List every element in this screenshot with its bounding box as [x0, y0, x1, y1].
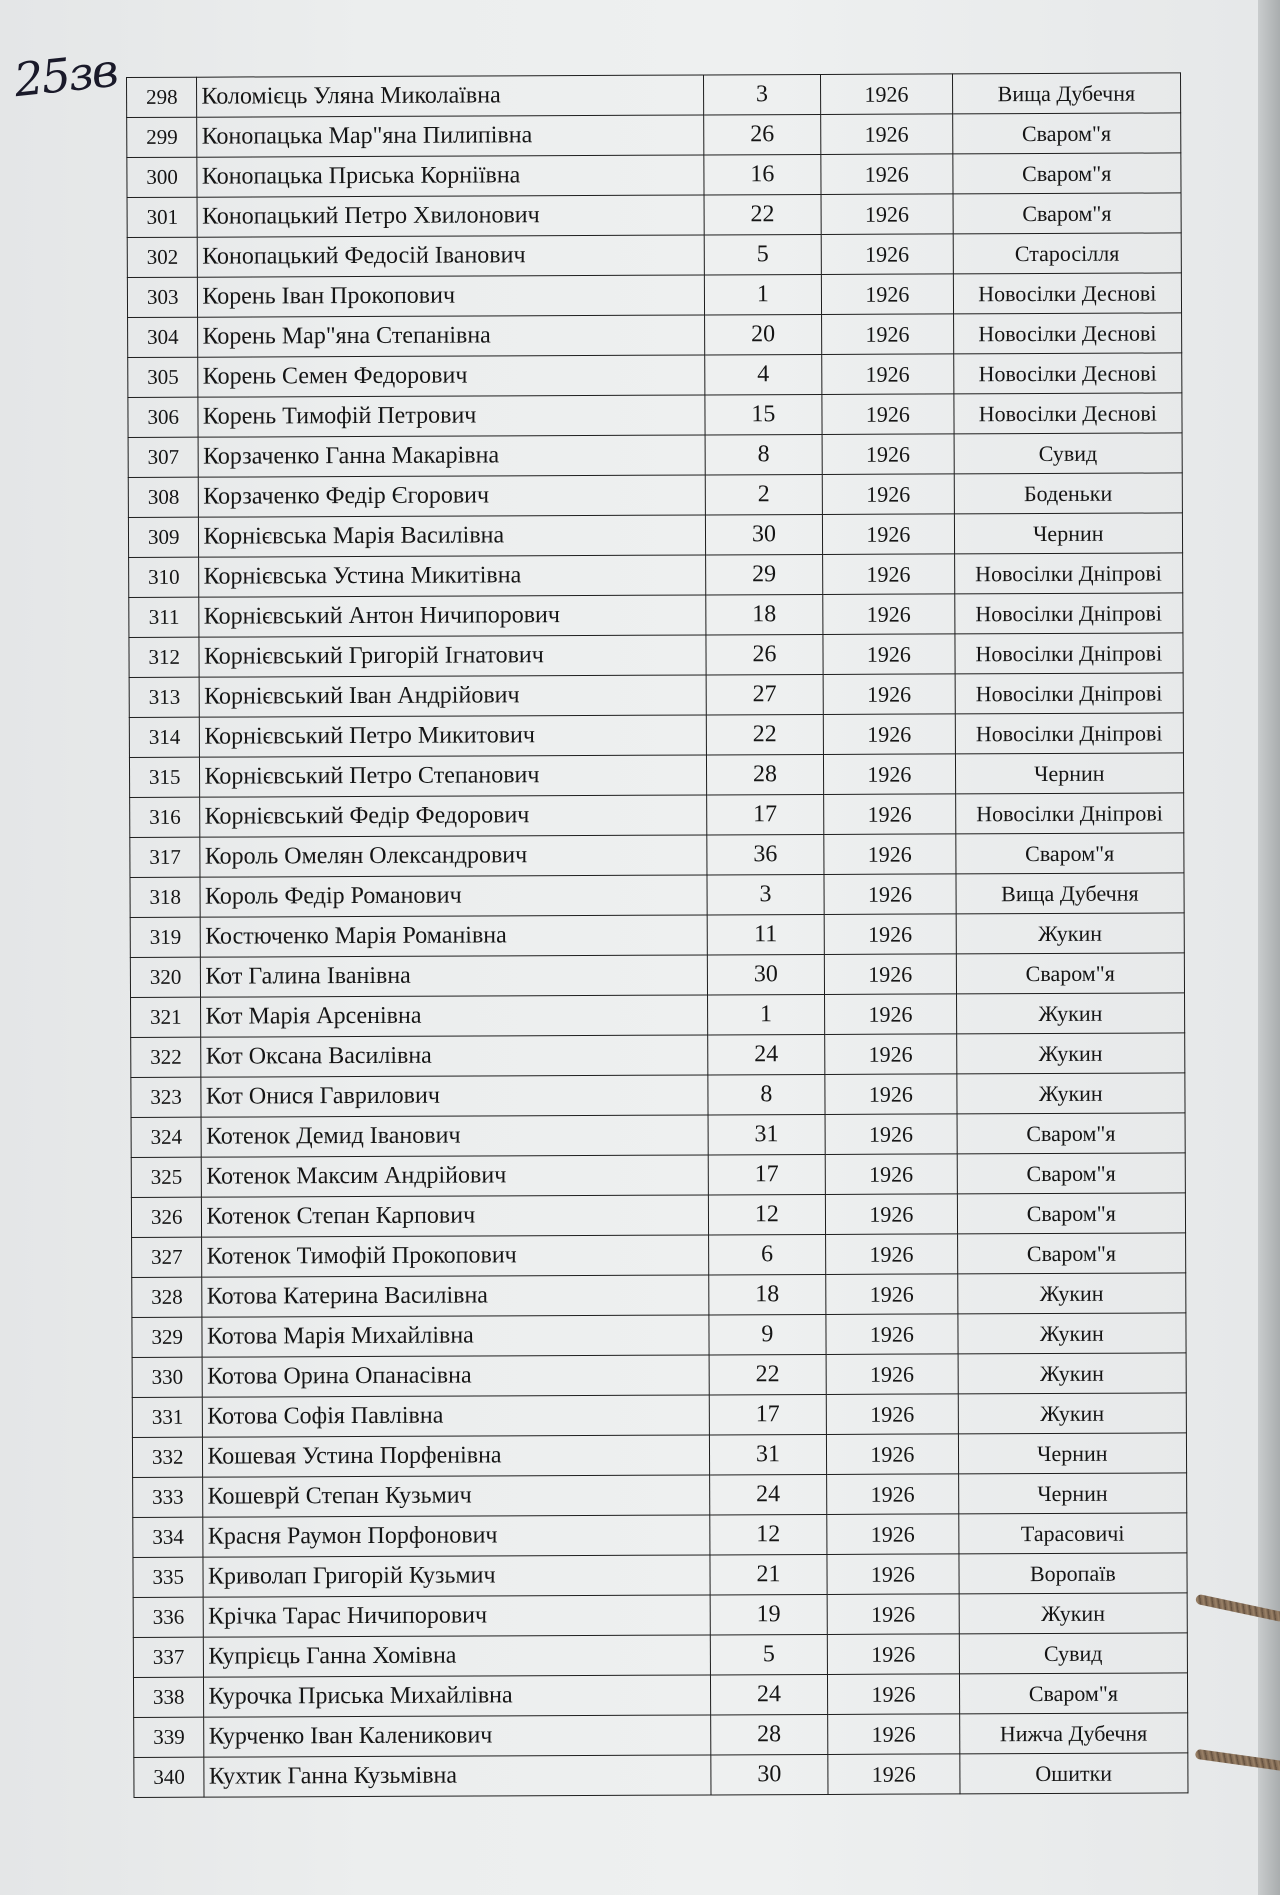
person-name-cell: Корень Семен Федорович	[198, 355, 704, 397]
table-row	[130, 833, 1184, 878]
row-number-cell: 331	[132, 1397, 203, 1437]
table-row	[132, 1233, 1186, 1278]
village-cell: Новосілки Деснові	[953, 273, 1182, 314]
village-cell: Сваром"я	[957, 1233, 1186, 1274]
village-cell: Сувид	[959, 1633, 1188, 1674]
village-cell: Нижча Дубечня	[959, 1713, 1188, 1754]
person-name-cell: Котова Катерина Василівна	[202, 1275, 708, 1317]
table-row	[132, 1353, 1186, 1398]
year-cell: 1926	[821, 274, 953, 315]
village-cell: Чернин	[958, 1473, 1187, 1514]
row-number-cell: 302	[127, 237, 198, 277]
row-number-cell: 316	[130, 797, 201, 837]
village-cell: Сваром"я	[953, 193, 1182, 234]
year-cell: 1926	[824, 834, 956, 875]
row-number-cell: 333	[133, 1477, 204, 1517]
count-cell: 1	[704, 274, 822, 315]
person-name-cell: Котова Орина Опанасівна	[203, 1355, 709, 1397]
village-cell: Новосілки Дніпрові	[955, 713, 1184, 754]
village-cell: Сувид	[954, 433, 1183, 474]
year-cell: 1926	[825, 1034, 957, 1075]
count-cell: 2	[705, 474, 823, 515]
person-name-cell: Котова Марія Михайлівна	[202, 1315, 708, 1357]
village-cell: Жукин	[957, 1273, 1186, 1314]
year-cell: 1926	[827, 1474, 959, 1515]
table-row	[132, 1433, 1186, 1478]
table-row	[129, 633, 1183, 678]
row-number-cell: 324	[131, 1117, 202, 1157]
row-number-cell: 339	[134, 1717, 205, 1757]
row-number-cell: 320	[130, 957, 201, 997]
person-name-cell: Корнієвська Марія Василівна	[199, 515, 705, 557]
count-cell: 9	[709, 1314, 827, 1355]
year-cell: 1926	[827, 1434, 959, 1475]
person-name-cell: Корнієвський Петро Микитович	[200, 715, 706, 757]
village-cell: Сваром"я	[952, 153, 1181, 194]
row-number-cell: 321	[131, 997, 202, 1037]
row-number-cell: 332	[132, 1437, 203, 1477]
count-cell: 4	[704, 354, 822, 395]
person-name-cell: Кошевая Устина Порфенівна	[203, 1435, 709, 1477]
year-cell: 1926	[823, 514, 955, 555]
village-cell: Сваром"я	[957, 1153, 1186, 1194]
table-row	[134, 1753, 1188, 1798]
count-cell: 27	[706, 674, 824, 715]
village-cell: Жукин	[958, 1393, 1187, 1434]
village-cell: Сваром"я	[957, 1193, 1186, 1234]
year-cell: 1926	[826, 1274, 958, 1315]
table-row	[128, 513, 1182, 558]
count-cell: 20	[704, 314, 822, 355]
row-number-cell: 309	[128, 517, 199, 557]
count-cell: 8	[708, 1074, 826, 1115]
table-row	[129, 753, 1183, 798]
village-cell: Жукин	[957, 1313, 1186, 1354]
year-cell: 1926	[828, 1754, 960, 1795]
count-cell: 12	[709, 1514, 827, 1555]
year-cell: 1926	[823, 674, 955, 715]
row-number-cell: 312	[129, 637, 200, 677]
year-cell: 1926	[821, 194, 953, 235]
year-cell: 1926	[828, 1714, 960, 1755]
person-name-cell: Корзаченко Ганна Макарівна	[198, 435, 704, 477]
row-number-cell: 328	[132, 1277, 203, 1317]
year-cell: 1926	[823, 594, 955, 635]
count-cell: 26	[703, 114, 821, 155]
count-cell: 17	[708, 1154, 826, 1195]
year-cell: 1926	[825, 1194, 957, 1235]
table-row	[129, 553, 1183, 598]
table-row	[128, 433, 1182, 478]
village-cell: Новосілки Деснові	[953, 393, 1182, 434]
village-cell: Новосілки Дніпрові	[954, 553, 1183, 594]
table-row	[127, 193, 1181, 238]
count-cell: 15	[705, 394, 823, 435]
village-cell: Жукин	[956, 1033, 1185, 1074]
count-cell: 28	[710, 1714, 828, 1755]
count-cell: 29	[705, 554, 823, 595]
row-number-cell: 301	[127, 197, 198, 237]
count-cell: 30	[705, 514, 823, 555]
table-row	[128, 353, 1182, 398]
person-name-cell: Криволап Григорій Кузьмич	[203, 1555, 709, 1597]
village-cell: Жукин	[956, 993, 1185, 1034]
row-number-cell: 308	[128, 477, 199, 517]
row-number-cell: 303	[127, 277, 198, 317]
row-number-cell: 307	[128, 437, 199, 477]
year-cell: 1926	[824, 914, 956, 955]
village-cell: Воропаїв	[959, 1553, 1188, 1594]
year-cell: 1926	[824, 754, 956, 795]
count-cell: 30	[707, 954, 825, 995]
row-number-cell: 317	[130, 837, 201, 877]
year-cell: 1926	[827, 1594, 959, 1635]
row-number-cell: 330	[132, 1357, 203, 1397]
row-number-cell: 298	[127, 77, 198, 117]
count-cell: 19	[710, 1594, 828, 1635]
village-cell: Боденьки	[954, 473, 1183, 514]
row-number-cell: 306	[128, 397, 199, 437]
year-cell: 1926	[822, 394, 954, 435]
count-cell: 24	[709, 1474, 827, 1515]
year-cell: 1926	[824, 954, 956, 995]
count-cell: 22	[706, 714, 824, 755]
row-number-cell: 319	[130, 917, 201, 957]
table-row	[131, 1193, 1185, 1238]
person-name-cell: Кухтик Ганна Кузьмівна	[204, 1755, 710, 1797]
table-row	[132, 1313, 1186, 1358]
count-cell: 5	[710, 1634, 828, 1675]
year-cell: 1926	[827, 1554, 959, 1595]
row-number-cell: 325	[131, 1157, 202, 1197]
table-row	[130, 793, 1184, 838]
table-row	[133, 1673, 1187, 1718]
person-name-cell: Кот Онися Гаврилович	[201, 1075, 707, 1117]
person-name-cell: Корнієвський Федір Федорович	[200, 795, 706, 837]
person-name-cell: Конопацький Федосій Іванович	[198, 235, 704, 277]
village-cell: Чернин	[955, 753, 1184, 794]
count-cell: 30	[711, 1754, 829, 1795]
person-name-cell: Кот Галина Іванівна	[201, 955, 707, 997]
person-name-cell: Котова Софія Павлівна	[203, 1395, 709, 1437]
count-cell: 16	[704, 154, 822, 195]
village-cell: Жукин	[956, 1073, 1185, 1114]
person-name-cell: Корень Тимофій Петрович	[198, 395, 704, 437]
count-cell: 21	[710, 1554, 828, 1595]
person-name-cell: Корнієвський Іван Андрійович	[200, 675, 706, 717]
table-row	[128, 313, 1182, 358]
person-name-cell: Коломієць Уляна Миколаївна	[197, 75, 703, 117]
person-name-cell: Крічка Тарас Ничипорович	[204, 1595, 710, 1637]
village-cell: Новосілки Дніпрові	[954, 593, 1183, 634]
table-row	[129, 593, 1183, 638]
year-cell: 1926	[826, 1234, 958, 1275]
village-cell: Жукин	[956, 913, 1185, 954]
row-number-cell: 340	[134, 1757, 205, 1797]
count-cell: 22	[709, 1354, 827, 1395]
person-name-cell: Котенок Тимофій Прокопович	[202, 1235, 708, 1277]
village-cell: Новосілки Дніпрові	[955, 793, 1184, 834]
row-number-cell: 327	[132, 1237, 203, 1277]
village-cell: Вища Дубечня	[956, 873, 1185, 914]
count-cell: 22	[704, 194, 822, 235]
person-name-cell: Конопацька Мар"яна Пилипівна	[197, 115, 703, 157]
count-cell: 11	[707, 914, 825, 955]
table-row	[131, 1033, 1185, 1078]
count-cell: 18	[705, 594, 823, 635]
count-cell: 17	[706, 794, 824, 835]
year-cell: 1926	[828, 1674, 960, 1715]
row-number-cell: 334	[133, 1517, 204, 1557]
table-row	[130, 953, 1184, 998]
handwritten-page-number: 25зв	[11, 42, 119, 108]
row-number-cell: 338	[133, 1677, 204, 1717]
person-name-cell: Кошеврй Степан Кузьмич	[203, 1475, 709, 1517]
person-name-cell: Купрієць Ганна Хомівна	[204, 1635, 710, 1677]
table-row	[129, 713, 1183, 758]
village-cell: Сваром"я	[957, 1113, 1186, 1154]
year-cell: 1926	[824, 874, 956, 915]
count-cell: 5	[704, 234, 822, 275]
table-row	[131, 993, 1185, 1038]
row-number-cell: 337	[133, 1637, 204, 1677]
table-row	[132, 1393, 1186, 1438]
village-cell: Новосілки Дніпрові	[955, 673, 1184, 714]
village-cell: Новосілки Дніпрові	[955, 633, 1184, 674]
row-number-cell: 315	[129, 757, 200, 797]
table-row	[130, 913, 1184, 958]
table-row	[131, 1073, 1185, 1118]
year-cell: 1926	[826, 1354, 958, 1395]
year-cell: 1926	[822, 314, 954, 355]
village-cell: Старосілля	[953, 233, 1182, 274]
table-row	[127, 273, 1181, 318]
village-cell: Новосілки Деснові	[953, 313, 1182, 354]
person-name-cell: Кот Оксана Василівна	[201, 1035, 707, 1077]
register-table	[126, 72, 1188, 1798]
person-name-cell: Корень Мар"яна Степанівна	[198, 315, 704, 357]
table-row	[133, 1593, 1187, 1638]
row-number-cell: 336	[133, 1597, 204, 1637]
count-cell: 36	[707, 834, 825, 875]
village-cell: Чернин	[958, 1433, 1187, 1474]
person-name-cell: Курочка Приська Михайлівна	[204, 1675, 710, 1717]
table-row	[127, 113, 1181, 158]
person-name-cell: Корень Іван Прокопович	[198, 275, 704, 317]
person-name-cell: Корзаченко Федір Єгорович	[199, 475, 705, 517]
row-number-cell: 335	[133, 1557, 204, 1597]
year-cell: 1926	[823, 554, 955, 595]
person-name-cell: Король Омелян Олександрович	[200, 835, 706, 877]
person-name-cell: Король Федір Романович	[200, 875, 706, 917]
table-row	[133, 1553, 1187, 1598]
row-number-cell: 311	[129, 597, 200, 637]
year-cell: 1926	[821, 74, 953, 115]
year-cell: 1926	[825, 1074, 957, 1115]
year-cell: 1926	[826, 1314, 958, 1355]
village-cell: Жукин	[958, 1353, 1187, 1394]
row-number-cell: 326	[131, 1197, 202, 1237]
person-name-cell: Кот Марія Арсенівна	[201, 995, 707, 1037]
count-cell: 28	[706, 754, 824, 795]
person-name-cell: Котенок Максим Андрійович	[202, 1155, 708, 1197]
person-name-cell: Котенок Демид Іванович	[201, 1115, 707, 1157]
village-cell: Сваром"я	[959, 1673, 1188, 1714]
count-cell: 24	[710, 1674, 828, 1715]
year-cell: 1926	[821, 114, 953, 155]
count-cell: 8	[705, 434, 823, 475]
row-number-cell: 313	[129, 677, 200, 717]
table-row	[131, 1113, 1185, 1158]
table-row	[129, 673, 1183, 718]
count-cell: 31	[709, 1434, 827, 1475]
year-cell: 1926	[821, 154, 953, 195]
year-cell: 1926	[821, 234, 953, 275]
row-number-cell: 322	[131, 1037, 202, 1077]
village-cell: Сваром"я	[952, 113, 1181, 154]
count-cell: 3	[703, 74, 821, 115]
village-cell: Сваром"я	[956, 953, 1185, 994]
year-cell: 1926	[827, 1634, 959, 1675]
table-row	[134, 1713, 1188, 1758]
count-cell: 24	[707, 1034, 825, 1075]
person-name-cell: Красня Раумон Порфонович	[203, 1515, 709, 1557]
count-cell: 31	[708, 1114, 826, 1155]
table-row	[127, 73, 1181, 118]
village-cell: Тарасовичі	[958, 1513, 1187, 1554]
table-row	[127, 153, 1181, 198]
table-row	[133, 1473, 1187, 1518]
village-cell: Ошитки	[959, 1753, 1188, 1794]
table-row	[128, 473, 1182, 518]
year-cell: 1926	[824, 794, 956, 835]
village-cell: Чернин	[954, 513, 1183, 554]
year-cell: 1926	[825, 994, 957, 1035]
village-cell: Вища Дубечня	[952, 73, 1181, 114]
person-name-cell: Корнієвський Антон Ничипорович	[199, 595, 705, 637]
person-name-cell: Корнієвська Устина Микитівна	[199, 555, 705, 597]
count-cell: 6	[708, 1234, 826, 1275]
person-name-cell: Конопацька Приська Корніївна	[197, 155, 703, 197]
table-row	[131, 1153, 1185, 1198]
village-cell: Жукин	[959, 1593, 1188, 1634]
count-cell: 17	[709, 1394, 827, 1435]
count-cell: 1	[707, 994, 825, 1035]
year-cell: 1926	[822, 434, 954, 475]
year-cell: 1926	[825, 1114, 957, 1155]
table-row	[127, 233, 1181, 278]
row-number-cell: 323	[131, 1077, 202, 1117]
row-number-cell: 318	[130, 877, 201, 917]
village-cell: Новосілки Деснові	[953, 353, 1182, 394]
row-number-cell: 304	[128, 317, 199, 357]
count-cell: 18	[708, 1274, 826, 1315]
village-cell: Сваром"я	[955, 833, 1184, 874]
year-cell: 1926	[822, 474, 954, 515]
row-number-cell: 329	[132, 1317, 203, 1357]
table-row	[133, 1633, 1187, 1678]
table-row	[133, 1513, 1187, 1558]
year-cell: 1926	[826, 1394, 958, 1435]
row-number-cell: 305	[128, 357, 199, 397]
row-number-cell: 300	[127, 157, 198, 197]
year-cell: 1926	[823, 634, 955, 675]
count-cell: 26	[706, 634, 824, 675]
table-row	[130, 873, 1184, 918]
table-row	[128, 393, 1182, 438]
row-number-cell: 299	[127, 117, 198, 157]
person-name-cell: Курченко Іван Каленикович	[204, 1715, 710, 1757]
count-cell: 12	[708, 1194, 826, 1235]
year-cell: 1926	[825, 1154, 957, 1195]
year-cell: 1926	[822, 354, 954, 395]
person-name-cell: Котенок Степан Карпович	[202, 1195, 708, 1237]
person-name-cell: Конопацький Петро Хвилонович	[197, 195, 703, 237]
year-cell: 1926	[823, 714, 955, 755]
year-cell: 1926	[827, 1514, 959, 1555]
row-number-cell: 310	[129, 557, 200, 597]
person-name-cell: Корнієвський Григорій Ігнатович	[199, 635, 705, 677]
count-cell: 3	[707, 874, 825, 915]
table-row	[132, 1273, 1186, 1318]
person-name-cell: Костюченко Марія Романівна	[201, 915, 707, 957]
register-table-body	[127, 73, 1188, 1798]
row-number-cell: 314	[129, 717, 200, 757]
person-name-cell: Корнієвський Петро Степанович	[200, 755, 706, 797]
